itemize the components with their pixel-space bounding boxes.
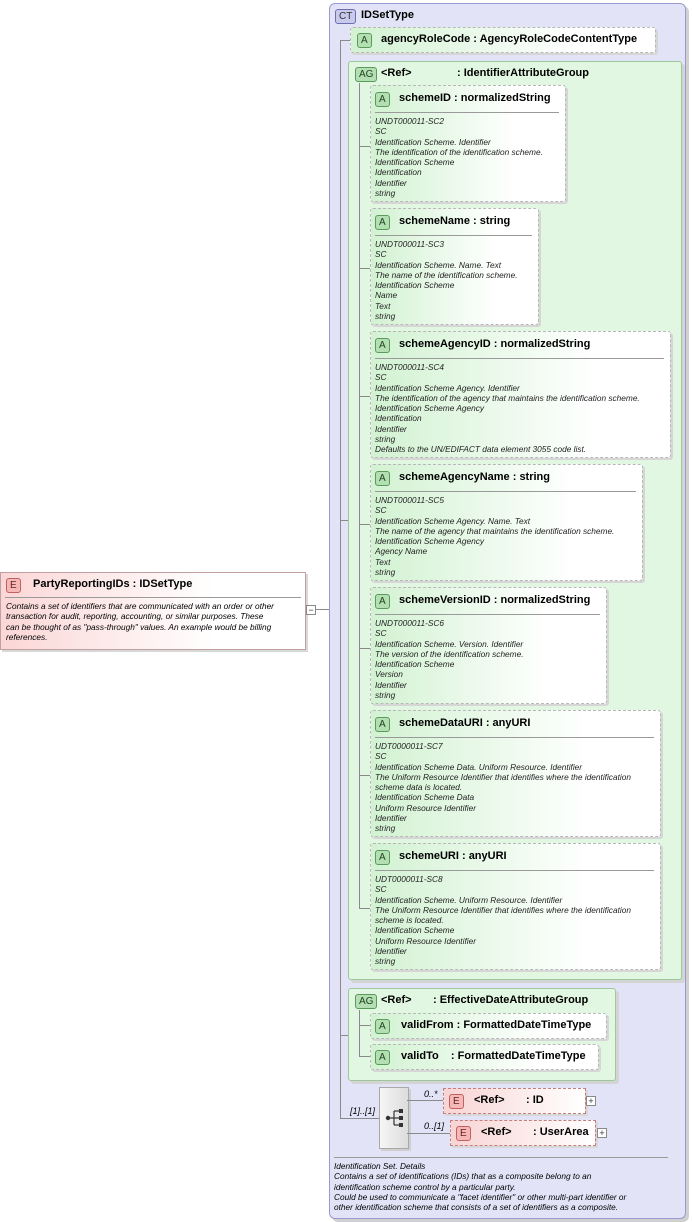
doc-line: Uniform Resource Identifier [375,802,476,813]
doc-line: Identification Scheme. Name. Text [375,259,502,270]
attribute-scheme-version-id[interactable] [370,587,607,704]
doc-line: Identification Scheme [375,925,455,936]
attribute-group-badge-icon: AG [355,67,377,82]
doc-line: string [375,188,396,199]
doc-line: UNDT000011-SC4 [375,362,445,372]
doc-line: Identifier [375,423,407,434]
doc-line: identification scheme control by a particular party. [334,1181,516,1192]
expand-toggle[interactable]: + [597,1128,607,1138]
doc-line: Identification Scheme. Version. Identifier [375,638,524,649]
connector-line [359,524,370,525]
doc-line: Contains a set of identifications (IDs) that as a composite belong to an [334,1171,592,1182]
doc-line: Could be used to communicate a "facet identifier" or other multi-part identifier or [334,1191,627,1202]
connector-line [359,775,370,776]
attribute-scheme-name[interactable] [370,208,539,325]
doc-line: SC [375,884,387,895]
attribute-title: validTo : FormattedDateTimeType [401,1050,586,1062]
doc-line: references. [6,631,48,642]
doc-line: Version [375,669,403,680]
attribute-badge-icon: A [375,594,390,609]
element-badge-icon: E [6,578,21,593]
attribute-title: schemeURI : anyURI [399,850,507,862]
root-element-box[interactable] [0,572,306,650]
element-name: : UserArea [533,1126,589,1138]
attribute-title: schemeAgencyID : normalizedString [399,338,591,350]
doc-line: Text [375,300,391,311]
attribute-valid-from[interactable] [370,1013,607,1039]
attribute-doc [375,239,518,321]
doc-line: Identification Set. Details [334,1161,426,1171]
element-badge-icon: E [449,1094,464,1109]
doc-line: Identification Scheme Data [375,792,475,803]
element-ref-user-area[interactable] [450,1120,596,1146]
connector-line [340,40,350,41]
doc-line: Identification Scheme. Identifier [375,136,491,147]
doc-line: Identifier [375,177,407,188]
doc-line: SC [375,249,387,260]
attribute-badge-icon: A [375,338,390,353]
doc-line: SC [375,126,387,137]
doc-line: Identifier [375,679,407,690]
doc-line: The name of the identification scheme. [375,269,518,280]
attribute-title: schemeID : normalizedString [399,92,551,104]
attribute-title: validFrom : FormattedDateTimeType [401,1019,592,1031]
attribute-title: schemeDataURI : anyURI [399,717,531,729]
root-element-title: PartyReportingIDs : IDSetType [33,578,193,590]
attribute-badge-icon: A [375,92,390,107]
doc-line: string [375,823,396,834]
connector-line [359,268,370,269]
attribute-valid-to[interactable] [370,1044,599,1070]
doc-line: The Uniform Resource Identifier that identifies where the identification [375,904,631,915]
doc-line: Identification Scheme [375,280,455,291]
element-ref-label: <Ref> [481,1126,512,1138]
doc-line: UNDT000011-SC5 [375,495,445,505]
complex-type-title: IDSetType [361,9,414,21]
doc-line: Identification Scheme Data. Uniform Resource. Identifier [375,761,583,772]
connector-line [359,1025,370,1026]
doc-line: UNDT000011-SC2 [375,116,445,126]
attribute-title: schemeVersionID : normalizedString [399,594,591,606]
doc-line: The version of the identification scheme. [375,648,524,659]
connector-line [359,146,370,147]
doc-line: scheme is located. [375,915,444,926]
attribute-scheme-agency-id[interactable] [370,331,671,458]
doc-line: Identification Scheme Agency. Identifier [375,382,520,393]
doc-line: Identification Scheme Agency [375,536,484,547]
attribute-divider [375,235,532,236]
attribute-scheme-agency-name[interactable] [370,464,643,581]
doc-line: other identification scheme that consists of a set of identifiers as a composite. [334,1202,619,1213]
attribute-group-badge-icon: AG [355,994,377,1009]
element-ref-id[interactable] [443,1088,586,1114]
doc-line: string [375,567,396,578]
connector-line [359,908,370,909]
connector-line [340,40,341,1118]
sequence-icon [380,1088,408,1148]
attribute-badge-icon: A [375,717,390,732]
doc-line: Identification [375,413,422,424]
doc-line: can be thought of as "pass-through" values. An example would be billing [6,621,272,632]
doc-line: Identifier [375,946,407,957]
connector-line [359,396,370,397]
element-name: : ID [526,1094,544,1106]
doc-line: The identification of the agency that maintains the identification scheme. [375,392,640,403]
attribute-title: schemeAgencyName : string [399,471,550,483]
doc-line: Uniform Resource Identifier [375,935,476,946]
group-ref-label: <Ref> [381,994,412,1006]
connector-line [340,1118,380,1119]
doc-line: SC [375,628,387,639]
attribute-doc [375,618,524,700]
doc-line: Identifier [375,813,407,824]
connector-line [359,83,360,908]
attribute-scheme-data-uri[interactable] [370,710,661,837]
doc-line: SC [375,505,387,516]
attribute-divider [375,614,600,615]
attribute-badge-icon: A [375,471,390,486]
root-element-doc [6,601,274,642]
attribute-divider [375,358,664,359]
element-badge-icon: E [456,1126,471,1141]
group-name: : IdentifierAttributeGroup [457,67,589,79]
element-cardinality: 0..* [424,1089,438,1099]
doc-line: transaction for audit, reporting, accounting, or similar purposes. These [6,611,264,622]
doc-line: Identification Scheme [375,659,455,670]
doc-line: Agency Name [375,546,428,557]
attribute-title: schemeName : string [399,215,511,227]
attribute-badge-icon: A [375,1019,390,1034]
doc-line: UNDT000011-SC3 [375,239,445,249]
attribute-scheme-uri[interactable] [370,843,661,970]
attribute-badge-icon: A [375,1050,390,1065]
attribute-agency-role-code[interactable] [350,27,656,53]
attribute-divider [375,112,559,113]
doc-line: UDT0000011-SC7 [375,741,443,751]
connector-line [359,648,370,649]
complex-type-doc [334,1161,626,1212]
doc-line: string [375,311,396,322]
attribute-doc [375,116,543,198]
doc-line: Name [375,290,398,301]
connector-line [407,1133,450,1134]
doc-line: Identification [375,167,422,178]
group-ref-label: <Ref> [381,67,412,79]
attribute-badge-icon: A [357,33,372,48]
attribute-doc [375,495,614,577]
doc-line: The name of the agency that maintains the identification scheme. [375,525,615,536]
sequence-cardinality: [1]..[1] [350,1106,376,1116]
attribute-badge-icon: A [375,850,390,865]
doc-line: SC [375,751,387,762]
doc-line: Identification Scheme. Uniform Resource. Identifier [375,894,563,905]
element-cardinality: 0..[1] [424,1121,445,1131]
attribute-badge-icon: A [375,215,390,230]
doc-line: Identification Scheme Agency [375,403,484,414]
attribute-divider [375,870,654,871]
doc-line: string [375,434,396,445]
attribute-doc [375,741,631,834]
attribute-doc [375,362,640,455]
connector-line [359,1010,360,1056]
attribute-doc [375,874,631,967]
collapse-toggle[interactable]: − [306,605,316,615]
connector-line [407,1100,443,1101]
doc-line: Contains a set of identifiers that are communicated with an order or other [6,601,274,611]
doc-line: Text [375,556,391,567]
expand-toggle[interactable]: + [586,1096,596,1106]
type-doc-divider [334,1157,668,1158]
doc-line: Defaults to the UN/EDIFACT data element 3055 code list. [375,444,587,455]
attribute-divider [375,737,654,738]
doc-line: Identification Scheme [375,157,455,168]
sequence-compositor[interactable] [379,1087,409,1149]
attribute-title: agencyRoleCode : AgencyRoleCodeContentType [381,33,638,45]
attribute-divider [375,491,636,492]
group-name: : EffectiveDateAttributeGroup [433,994,589,1006]
doc-line: string [375,690,396,701]
doc-line: UDT0000011-SC8 [375,874,443,884]
doc-line: string [375,956,396,967]
attribute-scheme-id[interactable] [370,85,566,202]
doc-line: scheme data is located. [375,782,463,793]
root-divider [5,597,301,598]
doc-line: SC [375,372,387,383]
doc-line: Identification Scheme Agency. Name. Text [375,515,531,526]
complex-type-badge-icon: CT [335,9,356,24]
doc-line: The identification of the identification scheme. [375,146,543,157]
connector-line [359,1056,370,1057]
doc-line: The Uniform Resource Identifier that identifies where the identification [375,771,631,782]
doc-line: UNDT000011-SC6 [375,618,445,628]
element-ref-label: <Ref> [474,1094,505,1106]
